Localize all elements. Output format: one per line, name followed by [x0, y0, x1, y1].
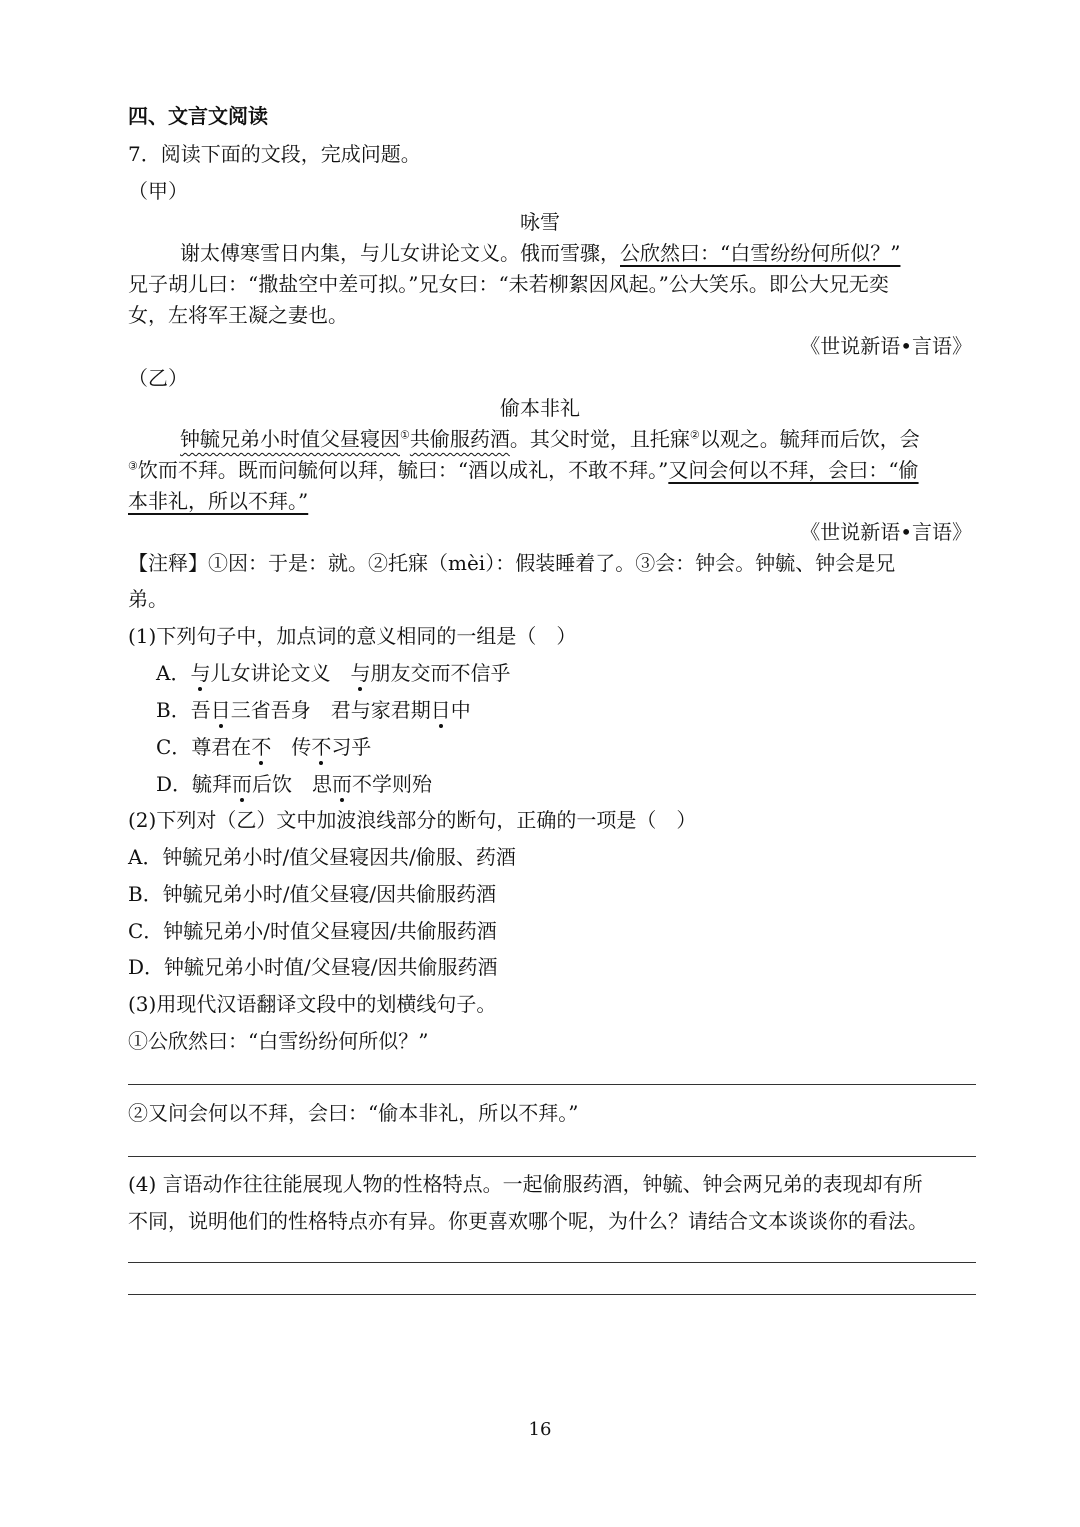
footnote-marker-3: ③: [128, 459, 138, 473]
option-text: 三省吾身 君与家君期: [230, 698, 431, 722]
q2-option-c: C．钟毓兄弟小/时值父昼寝因/共偷服药酒: [128, 919, 497, 943]
q3-item-1: ①公欣然曰：“白雪纷纷何所似？”: [128, 1029, 429, 1053]
dotted-word: 日: [210, 698, 231, 722]
passage-a-line-3: 女，左将军王凝之妻也。: [128, 303, 348, 327]
q2-option-b: B．钟毓兄弟小时/值父昼寝/因共偷服药酒: [128, 882, 497, 906]
q3-stem: (3)用现代汉语翻译文段中的划横线句子。: [128, 992, 497, 1016]
passage-text: 谢太傅寒雪日内集，与儿女讲论文义。俄而雪骤，: [180, 241, 620, 265]
option-text: 尊君在: [191, 735, 252, 759]
answer-line[interactable]: [128, 1262, 976, 1263]
option-text: 朋友交而不信乎: [370, 661, 511, 685]
option-text: 吾: [190, 698, 211, 722]
q1-stem: (1)下列句子中，加点词的意义相同的一组是（ ）: [128, 624, 577, 648]
passage-b-line-3: [128, 487, 308, 515]
passage-text: 以观之。毓拜而后饮，会: [699, 427, 920, 451]
passage-a-label: （甲）: [128, 179, 188, 203]
question-intro: 7．阅读下面的文段，完成问题。: [128, 142, 421, 166]
notes-line-2: 弟。: [128, 587, 168, 611]
passage-a-source: 《世说新语•言语》: [800, 334, 972, 358]
passage-text: 饮而不拜。既而问毓何以拜，毓曰：“酒以成礼，不敢不拜。”: [137, 458, 669, 482]
dotted-word: 日: [430, 698, 451, 722]
option-text: 后饮 思: [252, 772, 333, 796]
underlined-sentence-2: 又问会何以不拜，会曰：“偷: [668, 458, 919, 482]
q4-line-2: 不同，说明他们的性格特点亦有异。你更喜欢哪个呢，为什么？请结合文本谈谈你的看法。: [128, 1209, 928, 1233]
footnote-marker-2: ②: [689, 428, 700, 442]
passage-b-line-2: [128, 456, 919, 484]
q2-option-a: A．钟毓兄弟小时/值父昼寝因共/偷服、药酒: [128, 845, 516, 869]
dotted-word: 不: [251, 735, 272, 759]
wavy-underlined-text: 共偷服药酒: [409, 427, 510, 451]
option-text: 中: [450, 698, 471, 722]
option-letter: A．: [156, 661, 191, 685]
option-text: 不学则殆: [352, 772, 433, 796]
passage-b-line-1: [180, 425, 920, 453]
option-text: 习乎: [331, 735, 372, 759]
answer-line[interactable]: [128, 1156, 976, 1157]
notes-line-1: 【注释】①因：于是：就。②托寐（mèi）：假装睡着了。③会：钟会。钟毓、钟会是兄: [128, 551, 896, 575]
passage-b-source: 《世说新语•言语》: [800, 520, 972, 544]
answer-line[interactable]: [128, 1084, 976, 1085]
q1-option-b: [156, 696, 471, 724]
footnote-marker-1: ①: [400, 428, 410, 442]
passage-text: 。其父时觉，且托寐: [509, 427, 690, 451]
dotted-word: 与: [350, 661, 371, 685]
passage-b-title: 偷本非礼: [500, 396, 580, 420]
q1-option-c: [156, 733, 371, 761]
option-letter: B．: [156, 698, 191, 722]
passage-a-title: 咏雪: [520, 210, 560, 234]
option-letter: C．: [156, 735, 192, 759]
dotted-word: 与: [190, 661, 211, 685]
q1-option-d: [156, 770, 432, 798]
dotted-word: 而: [232, 772, 253, 796]
answer-line[interactable]: [128, 1294, 976, 1295]
option-letter: D．: [156, 772, 193, 796]
q4-line-1: (4) 言语动作往往能展现人物的性格特点。一起偷服药酒，钟毓、钟会两兄弟的表现却有所: [128, 1172, 923, 1196]
underlined-sentence-2-cont: 本非礼，所以不拜。”: [128, 489, 309, 513]
passage-a-line-1: [180, 239, 900, 267]
dotted-word: 而: [332, 772, 353, 796]
option-text: 儿女讲论文义: [210, 661, 351, 685]
q2-option-d: D．钟毓兄弟小时值/父昼寝/因共偷服药酒: [128, 955, 498, 979]
option-text: 传: [271, 735, 312, 759]
q3-item-2: ②又问会何以不拜，会曰：“偷本非礼，所以不拜。”: [128, 1101, 579, 1125]
passage-a-line-2: 兄子胡儿曰：“撒盐空中差可拟。”兄女曰：“未若柳絮因风起。”公大笑乐。即公大兄无奕: [128, 272, 889, 296]
option-text: 毓拜: [192, 772, 233, 796]
q1-option-a: [156, 659, 510, 687]
q2-stem: (2)下列对（乙）文中加波浪线部分的断句，正确的一项是（ ）: [128, 808, 697, 832]
dotted-word: 不: [311, 735, 332, 759]
wavy-underlined-text: 钟毓兄弟小时值父昼寝因: [180, 427, 400, 451]
page-number: 16: [528, 1419, 552, 1440]
passage-b-label: （乙）: [128, 366, 188, 390]
underlined-sentence-1: 公欣然曰：“白雪纷纷何所似？”: [620, 241, 901, 265]
section-title: 四、文言文阅读: [128, 104, 268, 128]
